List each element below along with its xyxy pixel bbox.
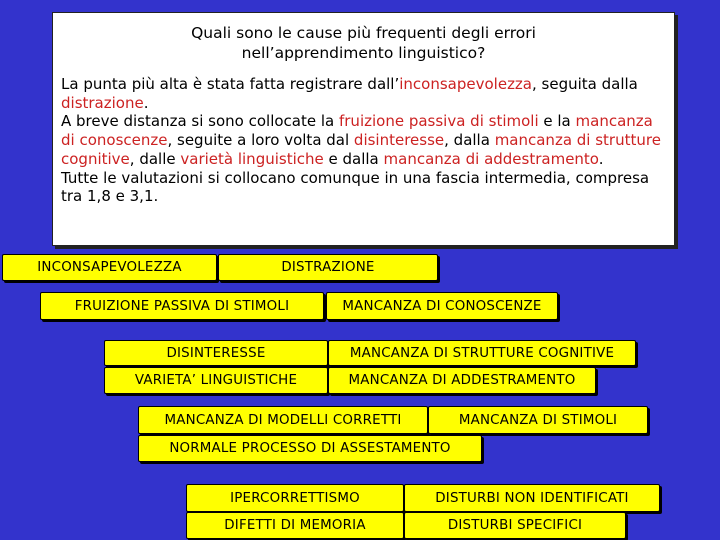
slide-title [61, 23, 666, 63]
text-run: , seguita dalla [532, 75, 638, 93]
text-run: e dalla [323, 149, 384, 168]
text-run: , dalla [444, 131, 495, 150]
cause-box-mancanza-stimoli: MANCANZA DI STIMOLI [428, 406, 648, 434]
highlight-inconsapevolezza: inconsapevolezza [399, 75, 533, 93]
cause-box-fruizione-passiva: FRUIZIONE PASSIVA DI STIMOLI [40, 292, 324, 320]
text-run: La punta più alta è stata fatta registrare dall’ [61, 75, 400, 93]
cause-box-ipercorrettismo: IPERCORRETTISMO [186, 484, 404, 512]
slide-title-line-2: nell’apprendimento linguistico? [241, 44, 486, 62]
text-run: , seguite a loro volta dal [167, 131, 354, 150]
highlight-varieta: varietà linguistiche [180, 149, 324, 168]
text-run: . [598, 149, 604, 168]
summary-paragraph [61, 75, 666, 206]
cause-box-inconsapevolezza: INCONSAPEVOLEZZA [2, 254, 217, 281]
highlight-mancanza-conoscenze: mancanza di conoscenze [61, 112, 653, 150]
summary-text-box [52, 12, 675, 246]
text-run: . [143, 93, 149, 112]
cause-box-mancanza-modelli: MANCANZA DI MODELLI CORRETTI [138, 406, 428, 434]
cause-box-mancanza-conoscenze: MANCANZA DI CONOSCENZE [326, 292, 558, 320]
highlight-mancanza-strutture: mancanza di strutture cognitive [61, 131, 661, 168]
cause-box-mancanza-addestramento: MANCANZA DI ADDESTRAMENTO [328, 367, 596, 394]
cause-box-disinteresse: DISINTERESSE [104, 340, 328, 366]
cause-box-distrazione: DISTRAZIONE [218, 254, 438, 281]
cause-box-disturbi-specifici: DISTURBI SPECIFICI [404, 512, 626, 539]
cause-box-disturbi-non-identificati: DISTURBI NON IDENTIFICATI [404, 484, 660, 512]
cause-box-varieta-linguistiche: VARIETA’ LINGUISTICHE [104, 367, 328, 394]
highlight-distrazione: distrazione [61, 93, 144, 112]
highlight-fruizione: fruizione passiva di stimoli [338, 112, 539, 131]
cause-box-difetti-memoria: DIFETTI DI MEMORIA [186, 512, 404, 539]
slide-title-line-1: Quali sono le cause più frequenti degli errori [191, 24, 536, 42]
text-run: , dalle [129, 149, 181, 168]
highlight-disinteresse: disinteresse [353, 131, 445, 150]
text-run: A breve distanza si sono collocate la [61, 112, 339, 131]
highlight-mancanza-addestramento: mancanza di addestramento [383, 149, 599, 168]
cause-box-mancanza-strutture: MANCANZA DI STRUTTURE COGNITIVE [328, 340, 636, 366]
text-run: Tutte le valutazioni si collocano comunque in una fascia intermedia, compresa tra 1,8 e 3,1. [61, 168, 650, 206]
cause-box-normale-processo: NORMALE PROCESSO DI ASSESTAMENTO [138, 435, 482, 462]
text-run: e la [538, 112, 576, 131]
